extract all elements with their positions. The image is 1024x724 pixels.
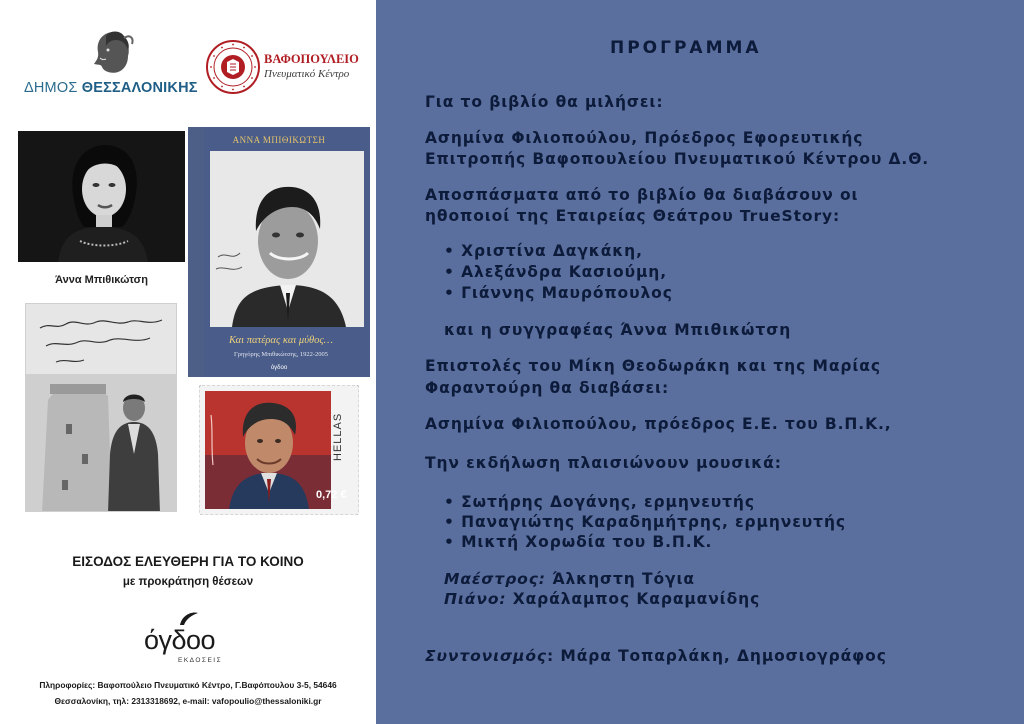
ogdoo-publisher-logo [138, 611, 238, 671]
book-publisher: όγδοο [270, 365, 288, 371]
author-photo [18, 131, 185, 262]
maestro-label: Μαέστρος: [444, 570, 546, 588]
musician-item: • Παναγιώτης Καραδημήτρης, ερμηνευτής [444, 513, 846, 531]
coord-name: : Μάρα Τοπαρλάκη, Δημοσιογράφος [546, 647, 887, 665]
coordination-line [425, 647, 887, 665]
author-caption: Άννα Μπιθικώτση [55, 274, 148, 286]
actor-item: • Αλεξάνδρα Κασιούμη, [444, 263, 668, 281]
and-author-line: και η συγγραφέας Άννα Μπιθικώτση [444, 321, 792, 339]
reservation-notice: με προκράτηση θέσεων [122, 576, 254, 588]
book-title: Και πατέρας και μύθος… [228, 335, 334, 346]
program-title: ΠΡΟΓΡΑΜΜΑ [610, 38, 762, 58]
free-entry-notice: ΕΙΣΟΔΟΣ ΕΛΕΥΘΕΡΗ ΓΙΑ ΤΟ ΚΟΙΝΟ [72, 554, 304, 569]
info-line-1: Πληροφορίες: Βαφοπούλειο Πνευματικό Κέντρο, Γ.Βαφόπουλου 3-5, 54646 [39, 680, 337, 690]
maestro-name: Άλκηστη Τόγια [552, 570, 695, 588]
vafopouleio-subtitle: Πνευματικό Κέντρο [264, 68, 350, 80]
program-panel [376, 0, 1024, 724]
speaker-line-1: Ασημίνα Φιλιοπούλου, Πρόεδρος Εφορευτικής [425, 129, 864, 147]
musician-item: • Μικτή Χορωδία του Β.Π.Κ. [444, 533, 713, 551]
piano-name: Χαράλαμπος Καραμανίδης [512, 590, 761, 608]
white-tower-image [26, 304, 177, 512]
letters-reader: Ασημίνα Φιλιοπούλου, πρόεδρος Ε.Ε. του Β.Π.Κ., [425, 415, 892, 433]
dimos-text: ΔΗΜΟΣ ΘΕΣΣΑΛΟΝΙΚΗΣ [24, 80, 198, 96]
stamp-country: HELLAS [332, 412, 344, 461]
actor-item: • Γιάννης Μαυρόπουλος [444, 284, 673, 302]
book-cover [188, 127, 370, 377]
author-portrait-image [18, 131, 185, 262]
dimos-thessalonikis-logo [22, 28, 207, 100]
stamp-value: 0,72 € [316, 489, 347, 501]
alexander-head-icon [84, 28, 140, 76]
letters-line-1: Επιστολές του Μίκη Θεοδωράκη και της Μαρίας [425, 357, 881, 375]
white-tower-photo [25, 303, 177, 512]
book-author: ΑΝΝΑ ΜΠΙΘΙΚΩΤΣΗ [232, 135, 326, 145]
vafopouleio-name: ΒΑΦΟΠΟΥΛΕΙΟ [264, 52, 359, 66]
speaker-heading: Για το βιβλίο θα μιλήσει: [425, 93, 664, 111]
music-heading: Την εκδήλωση πλαισιώνουν μουσικά: [425, 454, 782, 472]
vafopouleio-seal-icon [206, 40, 260, 94]
piano-line [444, 590, 760, 608]
coord-label: Συντονισμός [425, 647, 547, 665]
ogdoo-sub: ΕΚΔΟΣΕΙΣ [178, 657, 223, 664]
excerpts-line-1: Αποσπάσματα από το βιβλίο θα διαβάσουν οι [425, 186, 859, 204]
book-subtitle: Γρηγόρης Μπιθικώτσης, 1922-2005 [233, 351, 329, 358]
postage-stamp [199, 385, 359, 515]
musician-item: • Σωτήρης Δογάνης, ερμηνευτής [444, 493, 755, 511]
piano-label: Πιάνο: [444, 590, 507, 608]
left-panel [0, 0, 376, 724]
speaker-line-2: Επιτροπής Βαφοπουλείου Πνευματικού Κέντρου Δ.Θ. [425, 150, 930, 168]
actor-item: • Χριστίνα Δαγκάκη, [444, 242, 643, 260]
info-line-2: Θεσσαλονίκη, τηλ: 2313318692, e-mail: vafopoulio@thessaloniki.gr [54, 696, 322, 706]
maestro-line [444, 570, 695, 588]
letters-line-2: Φαραντούρη θα διαβάσει: [425, 379, 670, 397]
ogdoo-word: όγδοο [144, 625, 216, 655]
vafopouleio-logo [206, 40, 366, 96]
excerpts-line-2: ηθοποιοί της Εταιρείας Θεάτρου TrueStory: [425, 207, 841, 225]
